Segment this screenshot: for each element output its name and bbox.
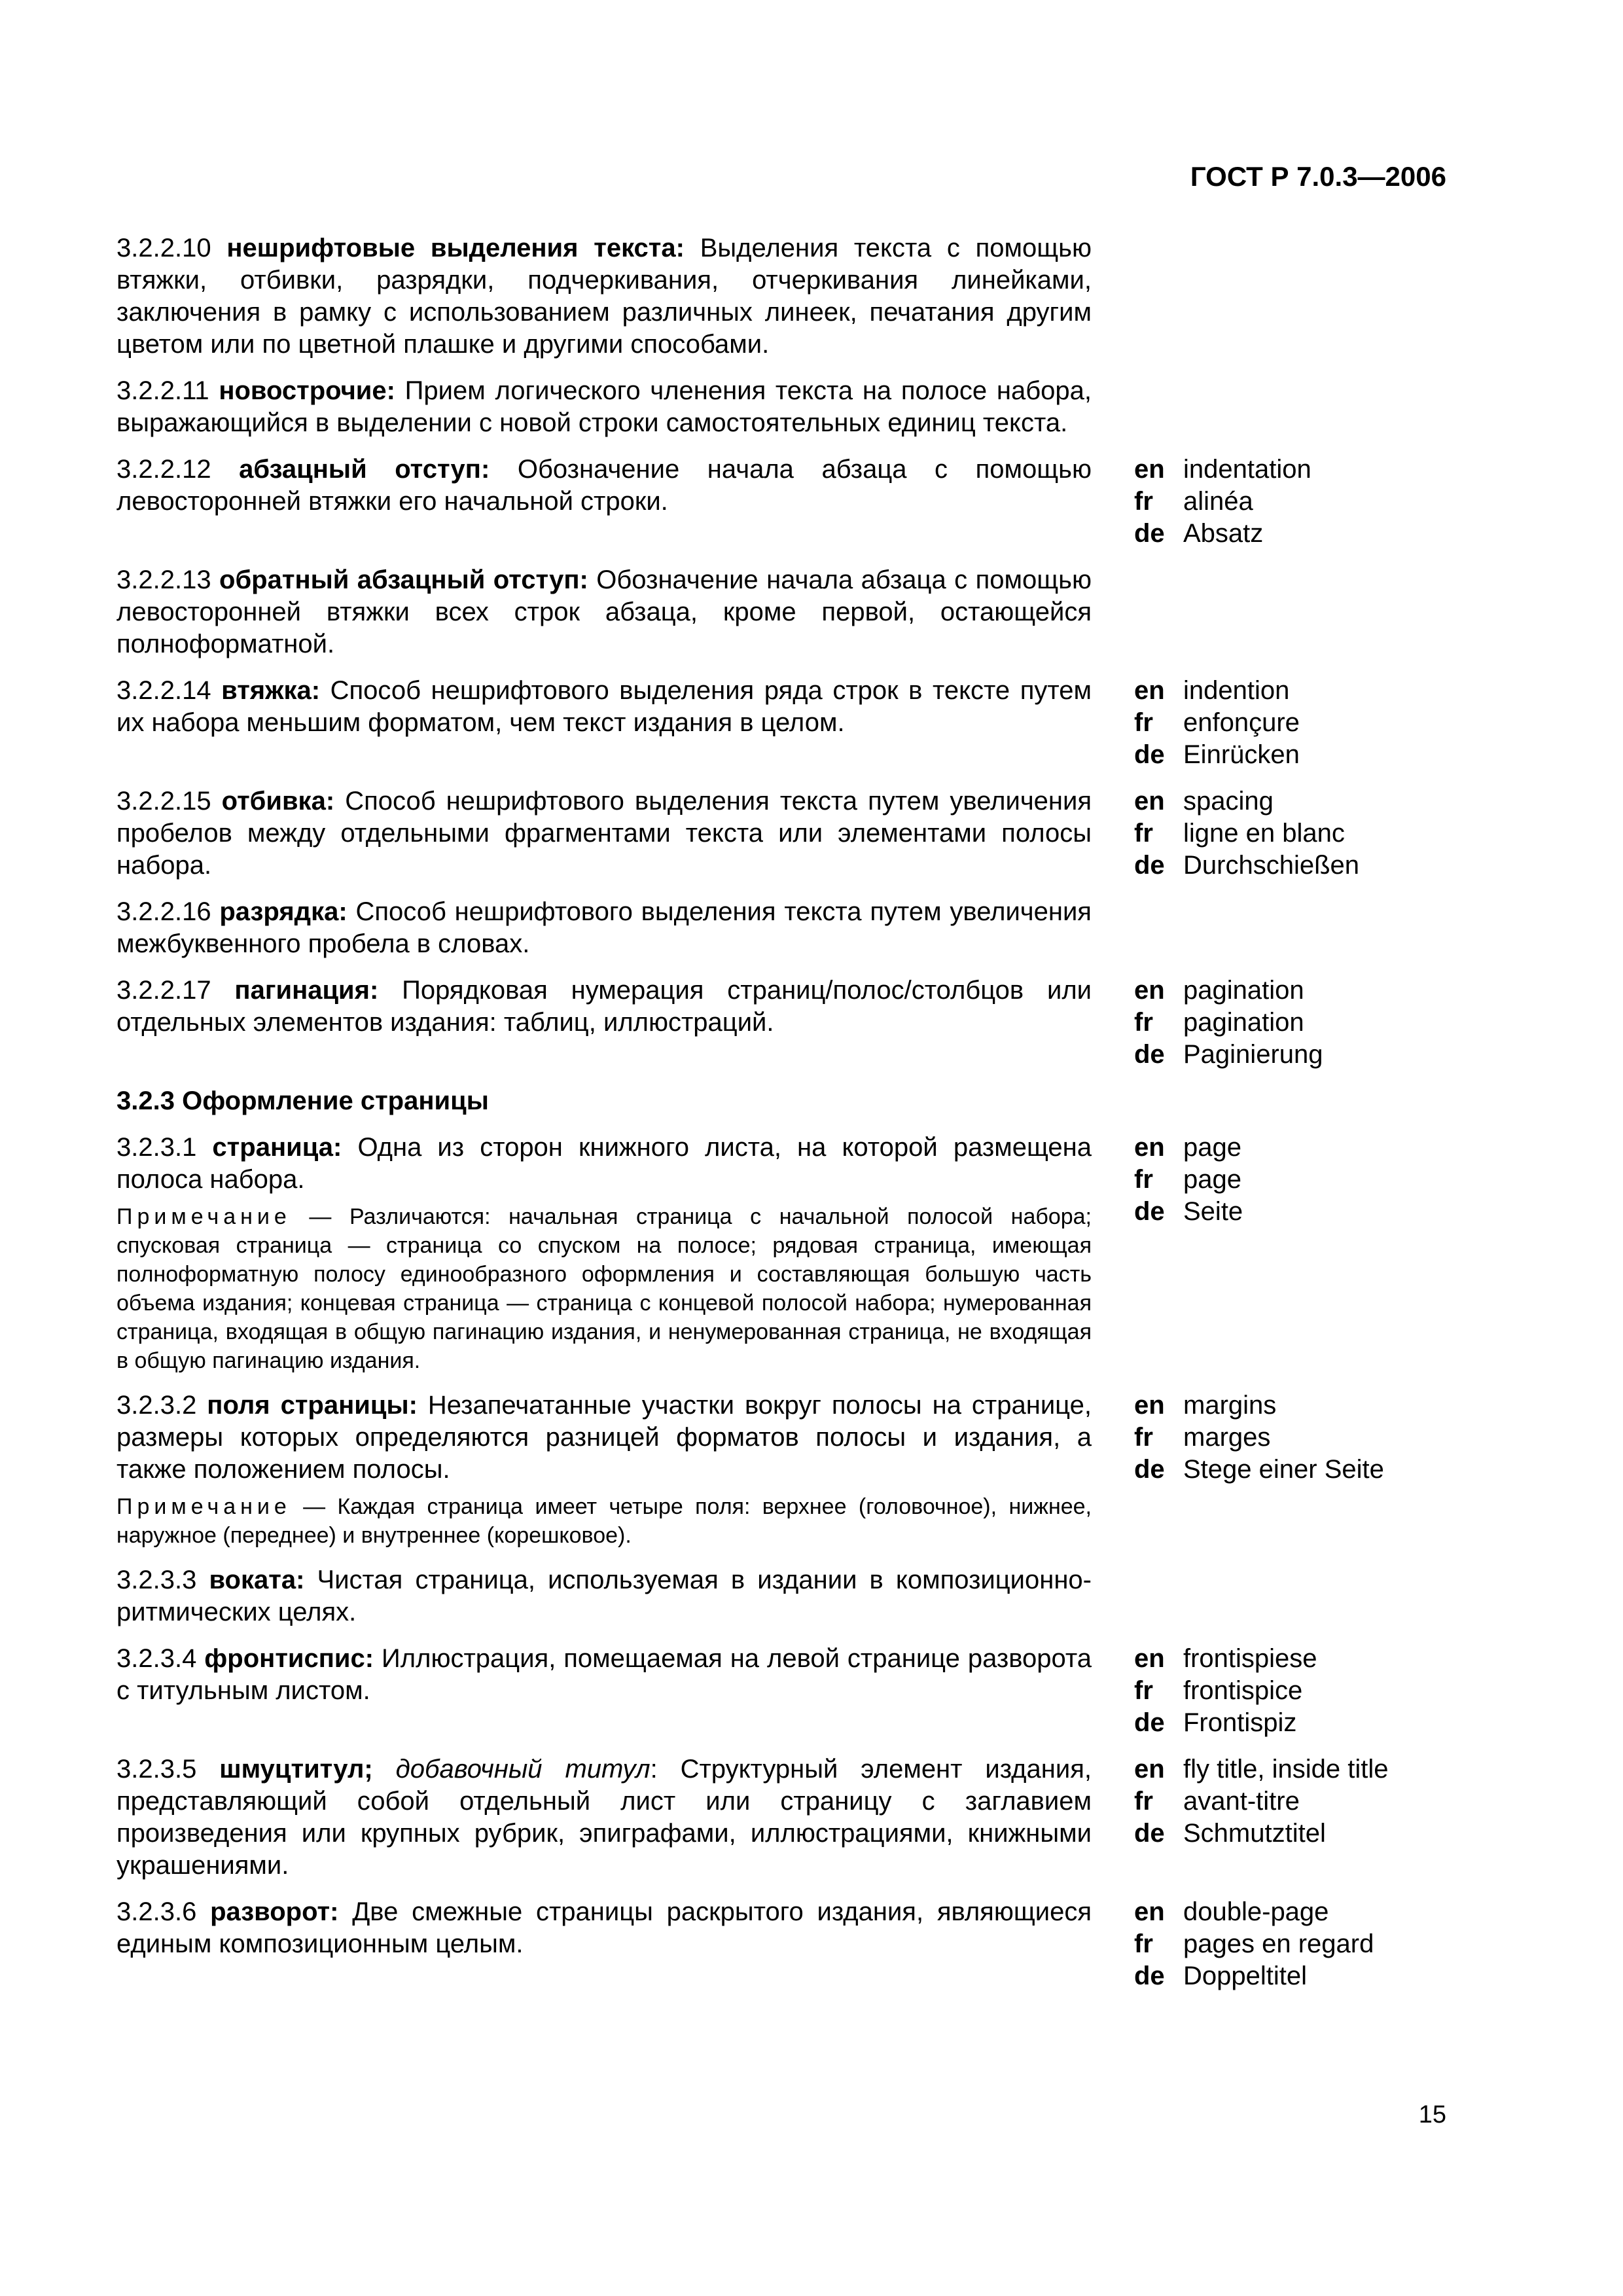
term-entry bbox=[116, 1896, 1452, 1992]
term-name: нешрифтовые выделения текста: bbox=[226, 234, 685, 262]
language-code: de bbox=[1134, 1708, 1165, 1737]
language-code: en bbox=[1134, 787, 1165, 816]
foreign-equivalents bbox=[1134, 454, 1448, 550]
equivalent-fr bbox=[1134, 1422, 1448, 1454]
foreign-equivalents bbox=[1134, 975, 1448, 1071]
equivalent-de bbox=[1134, 1960, 1448, 1992]
term-number: 3.2.3.3 bbox=[116, 1566, 197, 1594]
term-definition-text: Иллюстрация, помещаемая на левой странице разворота с титульным листом. bbox=[116, 1644, 1092, 1705]
equivalent-term: frontispiese bbox=[1183, 1644, 1317, 1673]
term-name: поля страницы: bbox=[207, 1391, 418, 1420]
term-number: 3.2.3.4 bbox=[116, 1644, 197, 1673]
equivalent-fr bbox=[1134, 1007, 1448, 1039]
equivalent-fr bbox=[1134, 486, 1448, 518]
term-entry bbox=[116, 564, 1452, 660]
equivalent-term: margins bbox=[1183, 1391, 1277, 1420]
language-code: fr bbox=[1134, 1165, 1153, 1194]
term-note bbox=[116, 1492, 1092, 1550]
term-synonym-separator: : bbox=[650, 1755, 658, 1784]
term-name: разворот: bbox=[210, 1897, 339, 1926]
equivalent-en bbox=[1134, 1132, 1448, 1164]
equivalent-term: fly title, inside title bbox=[1183, 1755, 1389, 1784]
equivalent-fr bbox=[1134, 1928, 1448, 1960]
equivalent-de bbox=[1134, 1196, 1448, 1228]
term-definition bbox=[116, 375, 1092, 439]
term-definition-text: Порядковая нумерация страниц/полос/столбцов или отдельных элементов издания: таблиц, иллюстраций. bbox=[116, 976, 1092, 1037]
term-name: шмуцтитул; bbox=[219, 1755, 373, 1784]
equivalent-term: marges bbox=[1183, 1423, 1271, 1452]
term-definition bbox=[116, 1390, 1092, 1550]
standard-designation: ГОСТ Р 7.0.3—2006 bbox=[1190, 161, 1446, 192]
term-definition-text: Структурный элемент издания, представляющий собой отдельный лист или страницу с заглавием произведения или крупных рубрик, эпиграфами, иллюстрациями, книжными украшениями. bbox=[116, 1755, 1092, 1880]
equivalent-term: Paginierung bbox=[1183, 1040, 1323, 1069]
language-code: en bbox=[1134, 976, 1165, 1005]
note-label: Примечание bbox=[116, 1494, 291, 1519]
term-note bbox=[116, 1202, 1092, 1375]
term-number: 3.2.2.11 bbox=[116, 376, 209, 405]
equivalent-term: alinéa bbox=[1183, 487, 1253, 516]
equivalent-en bbox=[1134, 1643, 1448, 1675]
term-definition-text: Способ нешрифтового выделения текста путем увеличения пробелов между отдельными фрагментами текста или элементами полосы набора. bbox=[116, 787, 1092, 880]
term-name: страница: bbox=[212, 1133, 342, 1162]
language-code: en bbox=[1134, 1644, 1165, 1673]
term-number: 3.2.2.15 bbox=[116, 787, 211, 816]
equivalent-de bbox=[1134, 1818, 1448, 1850]
equivalent-fr bbox=[1134, 817, 1448, 850]
equivalent-term: frontispice bbox=[1183, 1676, 1303, 1705]
equivalent-en bbox=[1134, 1753, 1448, 1785]
foreign-equivalents bbox=[1134, 1896, 1448, 1992]
equivalent-de bbox=[1134, 518, 1448, 550]
language-code: de bbox=[1134, 851, 1165, 880]
term-entry bbox=[116, 785, 1452, 882]
language-code: fr bbox=[1134, 1676, 1153, 1705]
term-name: пагинация: bbox=[234, 976, 379, 1005]
equivalent-term: page bbox=[1183, 1133, 1241, 1162]
term-entries bbox=[116, 232, 1452, 2007]
equivalent-term: Stege einer Seite bbox=[1183, 1455, 1384, 1484]
term-number: 3.2.2.13 bbox=[116, 565, 211, 594]
term-name: разрядка: bbox=[219, 897, 348, 926]
language-code: en bbox=[1134, 1391, 1165, 1420]
term-definition bbox=[116, 1564, 1092, 1628]
equivalent-de bbox=[1134, 850, 1448, 882]
equivalent-term: pagination bbox=[1183, 976, 1304, 1005]
language-code: fr bbox=[1134, 1008, 1153, 1037]
term-definition bbox=[116, 1132, 1092, 1375]
term-entry bbox=[116, 232, 1452, 361]
language-code: fr bbox=[1134, 1787, 1153, 1816]
term-definition-text: Прием логического членения текста на полосе набора, выражающийся в выделении с новой строки самостоятельных единиц текста. bbox=[116, 376, 1092, 437]
term-entry bbox=[116, 896, 1452, 960]
term-name: втяжка: bbox=[221, 676, 321, 705]
equivalent-term: Absatz bbox=[1183, 519, 1264, 548]
term-definition bbox=[116, 1643, 1092, 1707]
equivalent-term: indentation bbox=[1183, 455, 1311, 484]
term-number: 3.2.2.17 bbox=[116, 976, 211, 1005]
equivalent-en bbox=[1134, 675, 1448, 707]
language-code: en bbox=[1134, 455, 1165, 484]
language-code: de bbox=[1134, 519, 1165, 548]
term-entry bbox=[116, 675, 1452, 771]
equivalent-en bbox=[1134, 975, 1448, 1007]
language-code: de bbox=[1134, 1455, 1165, 1484]
equivalent-term: Seite bbox=[1183, 1197, 1243, 1226]
term-name: новострочие: bbox=[219, 376, 395, 405]
term-number: 3.2.3.5 bbox=[116, 1755, 197, 1784]
term-entry bbox=[116, 375, 1452, 439]
language-code: fr bbox=[1134, 1929, 1153, 1958]
equivalent-term: ligne en blanc bbox=[1183, 819, 1345, 848]
language-code: fr bbox=[1134, 487, 1153, 516]
equivalent-term: indention bbox=[1183, 676, 1290, 705]
equivalent-term: Schmutztitel bbox=[1183, 1819, 1326, 1848]
term-name: воката: bbox=[209, 1566, 305, 1594]
equivalent-term: page bbox=[1183, 1165, 1241, 1194]
equivalent-de bbox=[1134, 1707, 1448, 1739]
equivalent-fr bbox=[1134, 707, 1448, 739]
term-entry bbox=[116, 1132, 1452, 1375]
term-entry bbox=[116, 1643, 1452, 1739]
language-code: de bbox=[1134, 1040, 1165, 1069]
term-definition-text: Способ нешрифтового выделения ряда строк в тексте путем их набора меньшим форматом, чем текст издания в целом. bbox=[116, 676, 1092, 737]
term-synonym: добавочный титул bbox=[395, 1755, 651, 1784]
term-definition-text: Выделения текста с помощью втяжки, отбивки, разрядки, подчеркивания, отчеркивания линейками, заключения в рамку с использованием различных линеек, печатания другим цветом или по цветной плашке и другими способами. bbox=[116, 234, 1092, 359]
equivalent-term: spacing bbox=[1183, 787, 1274, 816]
language-code: fr bbox=[1134, 1423, 1153, 1452]
equivalent-de bbox=[1134, 739, 1448, 771]
term-definition-text: Одна из сторон книжного листа, на которой размещена полоса набора. bbox=[116, 1133, 1092, 1194]
language-code: en bbox=[1134, 1133, 1165, 1162]
equivalent-term: double-page bbox=[1183, 1897, 1329, 1926]
equivalent-term: Doppeltitel bbox=[1183, 1962, 1308, 1990]
foreign-equivalents bbox=[1134, 1753, 1448, 1850]
entries-group-3-2-3 bbox=[116, 1132, 1452, 1992]
foreign-equivalents bbox=[1134, 675, 1448, 771]
equivalent-term: pages en regard bbox=[1183, 1929, 1374, 1958]
equivalent-de bbox=[1134, 1454, 1448, 1486]
term-definition-text: Незапечатанные участки вокруг полосы на странице, размеры которых определяются разницей форматов полосы и издания, а также положением полосы. bbox=[116, 1391, 1092, 1484]
equivalent-term: enfonçure bbox=[1183, 708, 1300, 737]
term-definition bbox=[116, 454, 1092, 518]
page-number: 15 bbox=[1418, 2101, 1446, 2128]
term-definition bbox=[116, 785, 1092, 882]
term-definition bbox=[116, 564, 1092, 660]
equivalent-en bbox=[1134, 1390, 1448, 1422]
note-text: — Различаются: начальная страница с начальной полосой набора; спусковая страница — страница со спуском на полосе; рядовая страница, имеющая полноформатную полосу единообразного оформления и составляющая большую часть объема издания; концевая страница — страница с концевой полосой набора; нумерованная страница, входящая в общую пагинацию издания, и ненумерованная страница, не входящая в общую пагинацию издания. bbox=[116, 1204, 1092, 1373]
equivalent-en bbox=[1134, 1896, 1448, 1928]
equivalent-fr bbox=[1134, 1675, 1448, 1707]
note-text: — Каждая страница имеет четыре поля: верхнее (головочное), нижнее, наружное (переднее) и внутреннее (корешковое). bbox=[116, 1494, 1092, 1548]
equivalent-de bbox=[1134, 1039, 1448, 1071]
equivalent-fr bbox=[1134, 1785, 1448, 1818]
equivalent-term: pagination bbox=[1183, 1008, 1304, 1037]
term-definition bbox=[116, 1896, 1092, 1960]
language-code: fr bbox=[1134, 708, 1153, 737]
term-number: 3.2.3.1 bbox=[116, 1133, 197, 1162]
language-code: de bbox=[1134, 740, 1165, 769]
equivalent-term: avant-titre bbox=[1183, 1787, 1300, 1816]
term-entry bbox=[116, 1564, 1452, 1628]
term-number: 3.2.2.12 bbox=[116, 455, 211, 484]
equivalent-term: Einrücken bbox=[1183, 740, 1300, 769]
entries-group-3-2-2 bbox=[116, 232, 1452, 1071]
section-heading: 3.2.3 Оформление страницы bbox=[116, 1086, 489, 1115]
term-number: 3.2.2.16 bbox=[116, 897, 211, 926]
term-name: обратный абзацный отступ: bbox=[219, 565, 588, 594]
language-code: en bbox=[1134, 1897, 1165, 1926]
term-entry bbox=[116, 1753, 1452, 1882]
term-definition bbox=[116, 975, 1092, 1039]
foreign-equivalents bbox=[1134, 1643, 1448, 1739]
foreign-equivalents bbox=[1134, 1132, 1448, 1228]
equivalent-en bbox=[1134, 785, 1448, 817]
equivalent-fr bbox=[1134, 1164, 1448, 1196]
language-code: en bbox=[1134, 676, 1165, 705]
language-code: de bbox=[1134, 1962, 1165, 1990]
term-entry bbox=[116, 454, 1452, 550]
term-definition-text: Две смежные страницы раскрытого издания, являющиеся единым композиционным целым. bbox=[116, 1897, 1092, 1958]
term-number: 3.2.2.14 bbox=[116, 676, 211, 705]
term-definition bbox=[116, 896, 1092, 960]
foreign-equivalents bbox=[1134, 1390, 1448, 1486]
equivalent-term: Frontispiz bbox=[1183, 1708, 1297, 1737]
note-label: Примечание bbox=[116, 1204, 291, 1229]
term-number: 3.2.2.10 bbox=[116, 234, 211, 262]
equivalent-en bbox=[1134, 454, 1448, 486]
term-definition bbox=[116, 232, 1092, 361]
term-definition-text: Способ нешрифтового выделения текста путем увеличения межбуквенного пробела в словах. bbox=[116, 897, 1092, 958]
language-code: de bbox=[1134, 1197, 1165, 1226]
term-number: 3.2.3.2 bbox=[116, 1391, 197, 1420]
language-code: fr bbox=[1134, 819, 1153, 848]
term-entry bbox=[116, 1390, 1452, 1550]
term-name: абзацный отступ: bbox=[239, 455, 490, 484]
term-entry bbox=[116, 975, 1452, 1071]
term-number: 3.2.3.6 bbox=[116, 1897, 197, 1926]
foreign-equivalents bbox=[1134, 785, 1448, 882]
term-definition bbox=[116, 675, 1092, 739]
term-definition-text: Обозначение начала абзаца с помощью левосторонней втяжки его начальной строки. bbox=[116, 455, 1092, 516]
term-definition-text: Чистая страница, используемая в издании в композиционно-ритмических целях. bbox=[116, 1566, 1092, 1626]
term-name: отбивка: bbox=[221, 787, 335, 816]
term-definition-text: Обозначение начала абзаца с помощью левосторонней втяжки всех строк абзаца, кроме первой, остающейся полноформатной. bbox=[116, 565, 1092, 658]
term-name: фронтиспис: bbox=[204, 1644, 374, 1673]
language-code: de bbox=[1134, 1819, 1165, 1848]
term-definition bbox=[116, 1753, 1092, 1882]
language-code: en bbox=[1134, 1755, 1165, 1784]
equivalent-term: Durchschießen bbox=[1183, 851, 1360, 880]
